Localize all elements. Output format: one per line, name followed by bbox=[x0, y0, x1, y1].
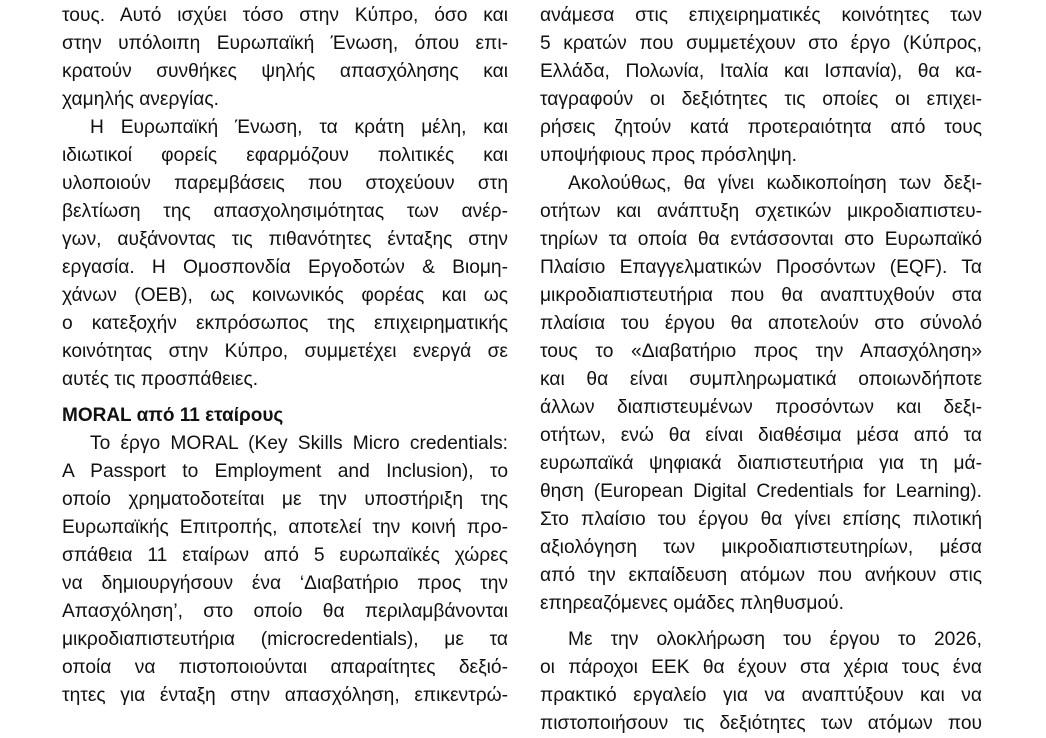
text-line: τους. Αυτό ισχύει τόσο στην Κύπρο, όσο και bbox=[62, 5, 508, 26]
text-line: πιστοποιήσουν τις δεξιότητες των ατόμων που bbox=[540, 713, 982, 734]
text-line: ταγραφούν οι δεξιότητες τις οποίες οι επιχει- bbox=[540, 89, 982, 110]
text-line: μικροδιαπιστευτήρια (microcredentials), με τα bbox=[62, 629, 508, 650]
text-line: άλλων διαπιστευμένων προσόντων και δεξι- bbox=[540, 397, 982, 418]
text-line: ο κατεξοχήν εκπρόσωπος της επιχειρηματικής bbox=[62, 313, 508, 334]
text-line: χαμηλής ανεργίας. bbox=[62, 89, 219, 110]
text-line: πλαίσια του έργου θα αποτελούν στο σύνολό bbox=[540, 313, 982, 334]
text-line: τους το «Διαβατήριο προς την Απασχόληση» bbox=[540, 341, 982, 362]
text-line: οποία να πιστοποιούνται απαραίτητες δεξιό- bbox=[62, 657, 508, 678]
text-line: Η Ευρωπαϊκή Ένωση, τα κράτη μέλη, και bbox=[90, 117, 508, 138]
text-line: θηση (European Digital Credentials for Learning). bbox=[540, 481, 982, 502]
text-line: οποίο χρηματοδοτείται με την υποστήριξη της bbox=[62, 489, 508, 510]
text-line: αξιολόγηση των μικροδιαπιστευτηρίων, μέσα bbox=[540, 537, 982, 558]
text-line: Πλαίσιο Επαγγελματικών Προσόντων (EQF). Τα bbox=[540, 257, 982, 278]
text-line: να δημιουργήσουν ένα ‘Διαβατήριο προς την bbox=[62, 573, 508, 594]
text-line: ανάμεσα στις επιχειρηματικές κοινότητες των bbox=[540, 5, 982, 26]
text-line: επηρεαζόμενες ομάδες πληθυσμού. bbox=[540, 593, 844, 614]
section-heading: MORAL από 11 εταίρους bbox=[62, 405, 284, 426]
text-line: και θα είναι συμπληρωματικά οποιωνδήποτε bbox=[540, 369, 982, 390]
text-line: μικροδιαπιστευτήρια που θα αναπτυχθούν στα bbox=[540, 285, 982, 306]
text-line: στην υπόλοιπη Ευρωπαϊκή Ένωση, όπου επι- bbox=[62, 33, 508, 54]
text-line: Απασχόληση’, στο οποίο θα περιλαμβάνονται bbox=[62, 601, 508, 622]
text-line: χάνων (ΟΕΒ), ως κοινωνικός φορέας και ως bbox=[62, 285, 508, 306]
text-line: Ελλάδα, Πολωνία, Ιταλία και Ισπανία), θα κα- bbox=[540, 61, 982, 82]
text-line: κρατούν συνθήκες ψηλής απασχόλησης και bbox=[62, 61, 508, 82]
text-line: Ευρωπαϊκής Επιτροπής, αποτελεί την κοινή προ- bbox=[62, 517, 508, 538]
text-line: ρήσεις ζητούν κατά προτεραιότητα από τους bbox=[540, 117, 982, 138]
text-line: ευρωπαϊκά ψηφιακά διαπιστευτήρια για τη μά- bbox=[540, 453, 982, 474]
text-line: Ακολούθως, θα γίνει κωδικοποίηση των δεξι- bbox=[568, 173, 982, 194]
text-line: Το έργο MORAL (Key Skills Micro credentials: bbox=[90, 433, 508, 454]
text-line: Με την ολοκλήρωση του έργου το 2026, bbox=[568, 629, 982, 650]
text-line: τηρίων τα οποία θα εντάσσονται στο Ευρωπαϊκό bbox=[540, 229, 982, 250]
text-line: αυτές τις προσπάθειες. bbox=[62, 369, 259, 390]
text-line: κοινότητας στην Κύπρο, συμμετέχει ενεργά σε bbox=[62, 341, 508, 362]
text-line: Στο πλαίσιο του έργου θα γίνει επίσης πιλοτική bbox=[540, 509, 982, 530]
text-line: βελτίωση της απασχολησιμότητας των ανέρ- bbox=[62, 201, 508, 222]
text-line: υποψήφιους προς πρόσληψη. bbox=[540, 145, 797, 166]
text-line: από την εκπαίδευση ατόμων που ανήκουν στις bbox=[540, 565, 982, 586]
text-line: A Passport to Employment and Inclusion), το bbox=[62, 461, 508, 482]
text-line: τητες για ένταξη στην απασχόληση, επικεντρώ- bbox=[62, 685, 508, 706]
text-line: 5 κρατών που συμμετέχουν στο έργο (Κύπρος, bbox=[540, 33, 982, 54]
text-line: οτήτων, ενώ θα είναι διαθέσιμα μέσα από τα bbox=[540, 425, 982, 446]
text-line: σπάθεια 11 εταίρων από 5 ευρωπαϊκές χώρες bbox=[62, 545, 508, 566]
text-line: υλοποιούν παρεμβάσεις που στοχεύουν στη bbox=[62, 173, 508, 194]
text-line: ιδιωτικοί φορείς εφαρμόζουν πολιτικές και bbox=[62, 145, 508, 166]
text-line: οι πάροχοι ΕΕΚ θα έχουν στα χέρια τους ένα bbox=[540, 657, 982, 678]
text-line: εργασία. Η Ομοσπονδία Εργοδοτών & Βιομη- bbox=[62, 257, 508, 278]
text-line: γων, αυξάνοντας τις πιθανότητες ένταξης στην bbox=[62, 229, 508, 250]
text-line: πρακτικό εργαλείο για να αναπτύξουν και να bbox=[540, 685, 982, 706]
text-line: οτήτων και ανάπτυξη σχετικών μικροδιαπιστευ- bbox=[540, 201, 982, 222]
